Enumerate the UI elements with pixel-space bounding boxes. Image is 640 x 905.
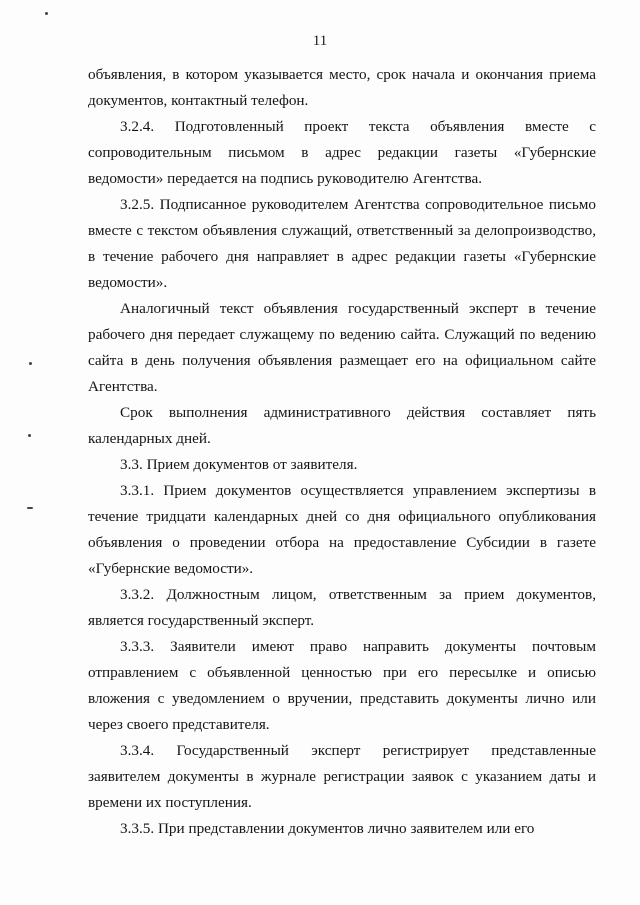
- paragraph: 3.3.4. Государственный эксперт регистрирует представленные заявителем документы в журнале регистрации заявок с указанием даты и времени их поступления.: [88, 742, 596, 811]
- paragraph: 3.3.1. Прием документов осуществляется управлением экспертизы в течение тридцати календарных дней со дня официального опубликования объявления о проведении отбора на предоставление Субсидии в газете «Губернские ведомости».: [88, 482, 596, 577]
- paragraph: 3.3.2. Должностным лицом, ответственным за прием документов, является государственный эксперт.: [88, 586, 596, 629]
- paragraph: 3.3.3. Заявители имеют право направить документы почтовым отправлением с объявленной ценностью при его пересылке и описью вложения с уведомлением о вручении, представить документы лично или через своего представителя.: [88, 638, 596, 733]
- scan-speck: [27, 507, 33, 509]
- scan-speck: [28, 434, 31, 437]
- paragraph: Срок выполнения административного действия составляет пять календарных дней.: [88, 404, 596, 447]
- page-number: 11: [312, 33, 328, 49]
- paragraph: 3.2.4. Подготовленный проект текста объявления вместе с сопроводительным письмом в адрес редакции газеты «Губернские ведомости» передается на подпись руководителю Агентства.: [88, 118, 596, 187]
- paragraph: 3.3.5. При представлении документов лично заявителем или его: [120, 820, 535, 837]
- paragraph: 3.2.5. Подписанное руководителем Агентства сопроводительное письмо вместе с текстом объявления служащий, ответственный за делопроизводство, в течение рабочего дня направляет в адрес редакции газеты «Губернские ведомости».: [88, 196, 596, 291]
- scan-speck: [29, 362, 32, 365]
- paragraph: 3.3. Прием документов от заявителя.: [120, 456, 358, 473]
- body-text: [88, 62, 596, 842]
- paragraph: Аналогичный текст объявления государственный эксперт в течение рабочего дня передает служащему по ведению сайта. Служащий по ведению сайта в день получения объявления размещает его на официальном сайте Агентства.: [88, 300, 596, 395]
- paragraph: объявления, в котором указывается место, срок начала и окончания приема документов, контактный телефон.: [88, 66, 596, 109]
- scan-speck: [45, 12, 48, 15]
